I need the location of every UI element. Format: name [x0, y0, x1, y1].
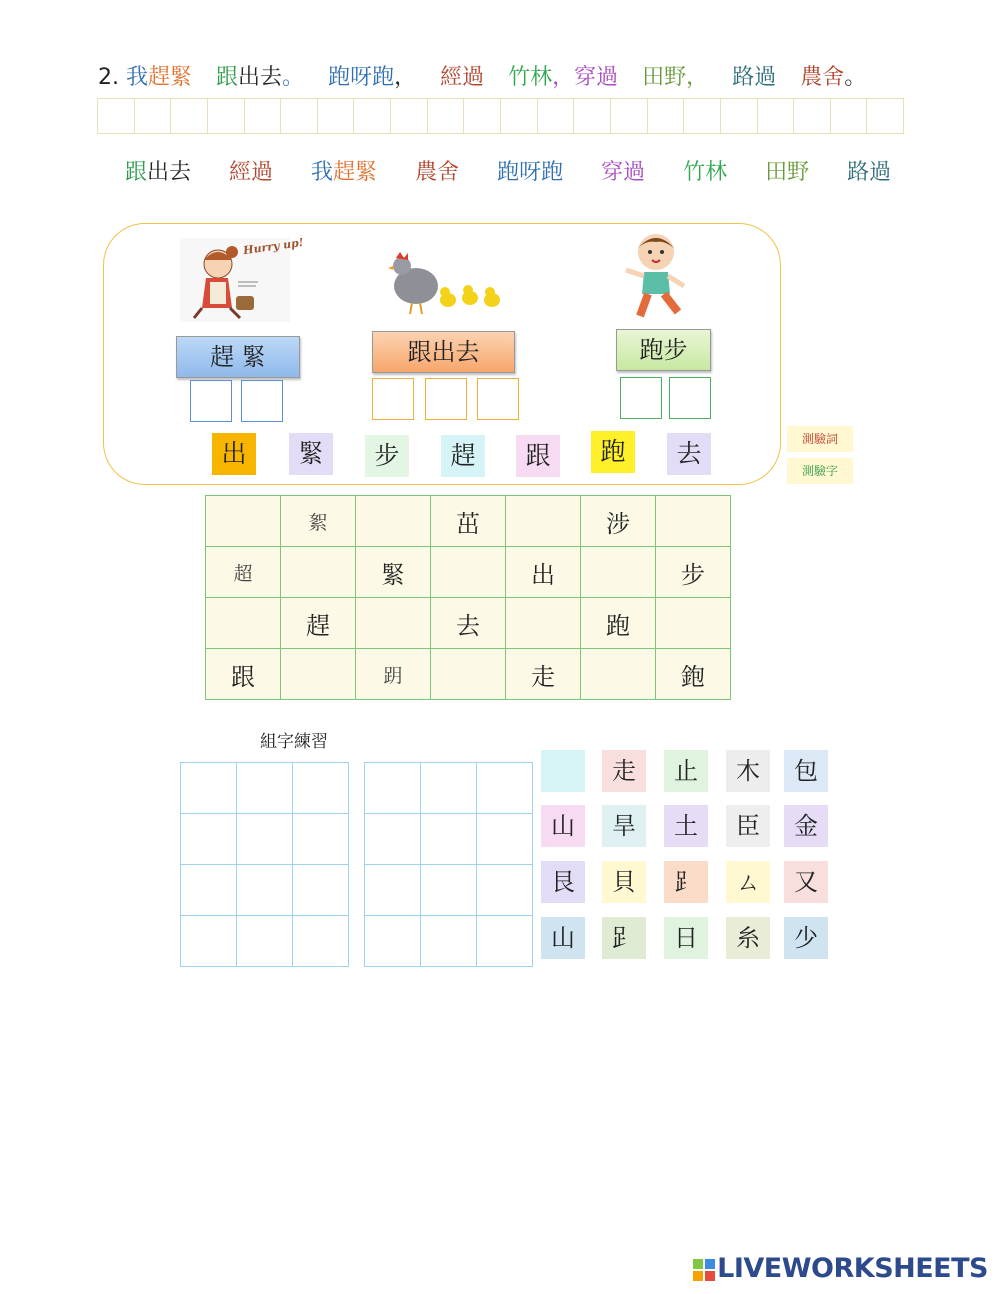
answer-cell[interactable]	[208, 99, 245, 133]
sentence-word: 路過	[732, 65, 777, 90]
sentence-word: 。	[282, 65, 305, 90]
label-genchuqu: 跟出去	[372, 331, 515, 373]
component-tile[interactable]: 土	[664, 805, 708, 847]
component-tile[interactable]: 糸	[726, 917, 770, 959]
grid-cell[interactable]: 步	[656, 547, 731, 598]
word-bank-item[interactable]	[601, 155, 645, 186]
tile-jin[interactable]: 緊	[289, 433, 333, 475]
grid-cell[interactable]: 去	[431, 598, 506, 649]
sentence-word: ，	[394, 65, 417, 90]
answer-cell[interactable]	[831, 99, 868, 133]
word-bank-item[interactable]	[847, 155, 891, 186]
word-bank-item[interactable]	[415, 155, 459, 186]
drop-box-genchuqu-2[interactable]	[425, 378, 467, 420]
answer-cell[interactable]	[538, 99, 575, 133]
word-bank-text: 穿過	[601, 160, 646, 185]
word-bank-item[interactable]	[683, 155, 727, 186]
grid-cell[interactable]: 出	[506, 547, 581, 598]
grid-cell[interactable]: 超	[206, 547, 281, 598]
answer-cell[interactable]	[501, 99, 538, 133]
word-bank-item[interactable]	[125, 155, 191, 186]
practice-cell[interactable]	[293, 814, 349, 865]
grid-cell	[356, 598, 431, 649]
sentence-word: 穿過	[574, 65, 619, 90]
grid-cell[interactable]: 緊	[356, 547, 431, 598]
liveworksheets-logo-icon	[693, 1259, 715, 1281]
label-paobu: 跑步	[616, 329, 711, 371]
word-bank-item[interactable]	[765, 155, 809, 186]
drop-box-ganjin-2[interactable]	[241, 380, 283, 422]
drop-box-genchuqu-3[interactable]	[477, 378, 519, 420]
sentence-word: 經過	[440, 65, 485, 90]
sentence-word: 跟	[216, 65, 239, 90]
hen-and-chicks-image	[388, 248, 506, 318]
grid-cell[interactable]: 跀	[356, 649, 431, 700]
component-tile[interactable]: 少	[784, 917, 828, 959]
grid-cell[interactable]: 絮	[281, 496, 356, 547]
practice-cell[interactable]	[477, 865, 533, 916]
grid-cell	[431, 547, 506, 598]
grid-cell[interactable]: 跑	[581, 598, 656, 649]
component-tile[interactable]: 金	[784, 805, 828, 847]
word-bank-text: 趕緊	[333, 160, 378, 185]
practice-cell[interactable]	[181, 814, 237, 865]
grid-cell	[431, 649, 506, 700]
practice-cell[interactable]	[237, 814, 293, 865]
component-tile[interactable]: 山	[541, 917, 585, 959]
answer-cell[interactable]	[318, 99, 355, 133]
sentence-word: ，	[686, 65, 709, 90]
answer-cell[interactable]	[648, 99, 685, 133]
word-bank-item[interactable]	[229, 155, 273, 186]
grid-cell	[206, 598, 281, 649]
component-tile[interactable]: 又	[784, 861, 828, 903]
answer-cell[interactable]	[135, 99, 172, 133]
practice-cell[interactable]	[365, 763, 421, 814]
practice-cell[interactable]	[181, 865, 237, 916]
grid-cell[interactable]: 茁	[431, 496, 506, 547]
practice-cell[interactable]	[421, 916, 477, 967]
grid-cell	[206, 496, 281, 547]
sentence-word: 農舍	[800, 65, 845, 90]
component-tile[interactable]: 走	[602, 750, 646, 792]
answer-row[interactable]	[97, 98, 904, 134]
answer-cell[interactable]	[721, 99, 758, 133]
answer-cell[interactable]	[611, 99, 648, 133]
sentence-word: 趕緊	[148, 65, 193, 90]
grid-cell	[656, 598, 731, 649]
practice-cell[interactable]	[181, 916, 237, 967]
component-tile[interactable]: 木	[726, 750, 770, 792]
sentence-word: ，	[552, 65, 575, 90]
practice-cell[interactable]	[365, 916, 421, 967]
practice-cell[interactable]	[421, 763, 477, 814]
component-tile[interactable]: 包	[784, 750, 828, 792]
grid-cell[interactable]: 鉋	[656, 649, 731, 700]
answer-cell[interactable]	[758, 99, 795, 133]
grid-cell[interactable]: 趕	[281, 598, 356, 649]
running-boy-image	[620, 230, 694, 322]
component-tile[interactable]	[541, 750, 585, 792]
tile-gen[interactable]: 跟	[516, 435, 560, 477]
answer-cell[interactable]	[281, 99, 318, 133]
practice-cell[interactable]	[477, 763, 533, 814]
word-bank-text: 我	[311, 160, 334, 185]
drop-box-ganjin-1[interactable]	[190, 380, 232, 422]
word-bank-item[interactable]	[311, 155, 377, 186]
component-tile[interactable]: ㄙ	[726, 861, 770, 903]
practice-cell[interactable]	[477, 916, 533, 967]
grid-cell	[506, 496, 581, 547]
word-bank-item[interactable]	[497, 155, 563, 186]
sentence-word: 。	[844, 65, 867, 90]
answer-cell[interactable]	[98, 99, 135, 133]
grid-cell[interactable]: 跟	[206, 649, 281, 700]
character-grid	[205, 495, 731, 700]
word-bank-text: 跟	[125, 160, 148, 185]
question-sentence	[98, 60, 866, 91]
grid-cell	[581, 649, 656, 700]
practice-cell[interactable]	[365, 814, 421, 865]
word-bank-text: 經過	[229, 160, 274, 185]
grid-cell	[281, 547, 356, 598]
practice-cell[interactable]	[365, 865, 421, 916]
word-bank-text: 竹林	[683, 160, 728, 185]
answer-cell[interactable]	[354, 99, 391, 133]
practice-cell[interactable]	[237, 763, 293, 814]
sentence-word: 跑呀跑	[328, 65, 395, 90]
component-tile[interactable]: 臣	[726, 805, 770, 847]
grid-cell	[656, 496, 731, 547]
word-bank-text: 農舍	[415, 160, 460, 185]
practice-cell[interactable]	[181, 763, 237, 814]
hurry-text: Hurry up!	[242, 235, 305, 258]
component-tile[interactable]: 貝	[602, 861, 646, 903]
tile-qu[interactable]: 去	[667, 433, 711, 475]
drop-box-paobu-1[interactable]	[620, 377, 662, 419]
component-tile[interactable]: 𧾷	[602, 917, 646, 959]
answer-cell[interactable]	[391, 99, 428, 133]
quiz-chars-button[interactable]: 測驗字	[787, 458, 853, 484]
tile-gan[interactable]: 趕	[441, 435, 485, 477]
answer-cell[interactable]	[684, 99, 721, 133]
practice-cell[interactable]	[477, 814, 533, 865]
tile-bu[interactable]: 步	[365, 435, 409, 477]
component-tile[interactable]: 日	[664, 917, 708, 959]
sentence-word: 出去	[238, 65, 283, 90]
practice-cell[interactable]	[237, 865, 293, 916]
tile-pao[interactable]: 跑	[591, 431, 635, 473]
component-tile[interactable]: ⻊	[664, 861, 708, 903]
sentence-word: 田野	[642, 65, 687, 90]
practice-cell[interactable]	[421, 814, 477, 865]
quiz-words-button[interactable]: 測驗詞	[787, 426, 853, 452]
liveworksheets-logo[interactable]: LIVEWORKSHEETS	[717, 1253, 988, 1284]
grid-cell[interactable]: 涉	[581, 496, 656, 547]
practice-cell[interactable]	[237, 916, 293, 967]
component-tile[interactable]: 旱	[602, 805, 646, 847]
label-ganjin: 趕 緊	[176, 336, 300, 378]
practice-title: 組字練習	[260, 732, 328, 752]
grid-cell	[581, 547, 656, 598]
component-tile[interactable]: 艮	[541, 861, 585, 903]
sentence-word: 我	[125, 65, 148, 90]
word-bank	[125, 155, 929, 186]
practice-cell[interactable]	[293, 763, 349, 814]
practice-cell[interactable]	[293, 916, 349, 967]
practice-grid-right[interactable]	[364, 762, 533, 967]
grid-cell[interactable]: 走	[506, 649, 581, 700]
practice-cell[interactable]	[293, 865, 349, 916]
answer-cell[interactable]	[867, 99, 903, 133]
word-bank-text: 出去	[147, 160, 192, 185]
answer-cell[interactable]	[464, 99, 501, 133]
drop-box-genchuqu-1[interactable]	[372, 378, 414, 420]
tile-chu[interactable]: 出	[212, 433, 256, 475]
sentence-word: 竹林	[508, 65, 553, 90]
question-number: 2.	[98, 65, 126, 90]
answer-cell[interactable]	[794, 99, 831, 133]
component-tile[interactable]: 止	[664, 750, 708, 792]
word-bank-text: 田野	[765, 160, 810, 185]
grid-cell	[506, 598, 581, 649]
answer-cell[interactable]	[428, 99, 465, 133]
answer-cell[interactable]	[574, 99, 611, 133]
word-bank-text: 跑呀跑	[497, 160, 564, 185]
word-bank-text: 路過	[847, 160, 892, 185]
practice-grid-left[interactable]	[180, 762, 349, 967]
grid-cell	[281, 649, 356, 700]
drop-box-paobu-2[interactable]	[669, 377, 711, 419]
answer-cell[interactable]	[245, 99, 282, 133]
grid-cell	[356, 496, 431, 547]
answer-cell[interactable]	[171, 99, 208, 133]
component-tile[interactable]: 山	[541, 805, 585, 847]
practice-cell[interactable]	[421, 865, 477, 916]
